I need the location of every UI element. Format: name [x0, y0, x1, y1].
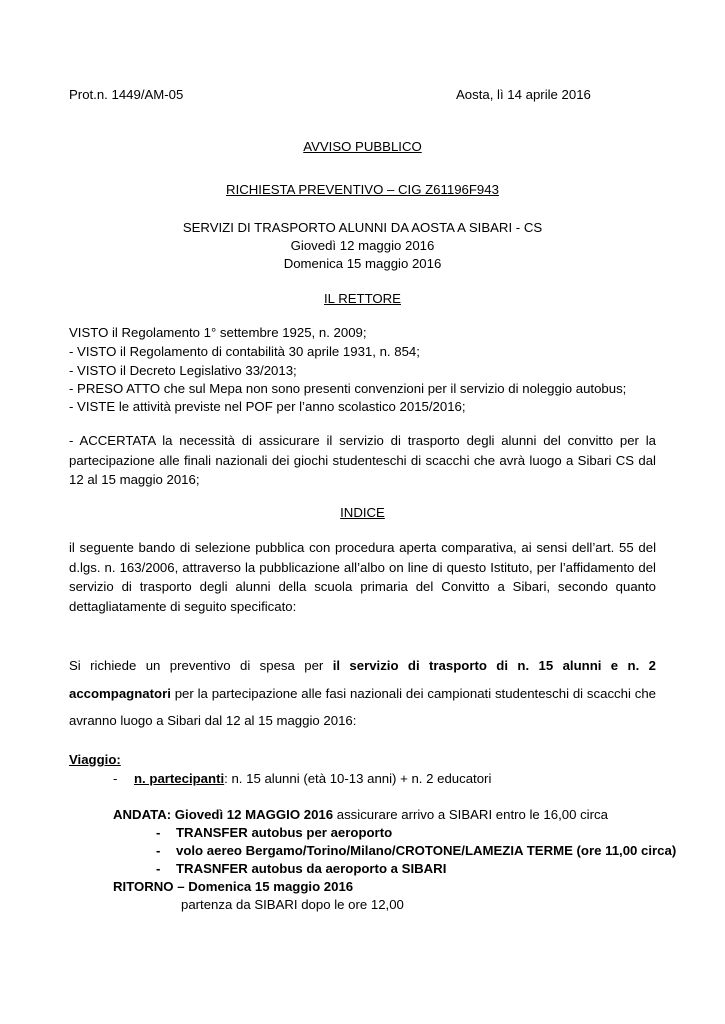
dash-bullet: - [156, 843, 161, 858]
travel-heading: Viaggio: [69, 752, 121, 767]
outbound-step: TRANSFER autobus per aeroporto [176, 825, 393, 840]
participants-line: n. partecipanti: n. 15 alunni (età 10-13 anni) + n. 2 educatori [134, 771, 492, 786]
outbound-line: ANDATA: Giovedì 12 MAGGIO 2016 assicurare arrivo a SIBARI entro le 16,00 circa [113, 807, 608, 822]
date-thursday: Giovedì 12 maggio 2016 [290, 238, 435, 253]
whereas-line: - VISTE le attività previste nel POF per l’anno scolastico 2015/2016; [69, 399, 466, 414]
indice-paragraph: il seguente bando di selezione pubblica con procedura aperta comparativa, ai sensi dell’art. 55 del d.lgs. n. 163/2006, attraverso la pubblicazione all’albo on line di questo Istituto, per l’affidamento del servizio di trasporto degli alunni della scuola primaria del Convitto a Sibari, secondo quanto dettagliatamente di seguito specificato: [69, 540, 656, 614]
protocol-number: Prot.n. 1449/AM-05 [69, 87, 184, 102]
dash-bullet: - [156, 861, 161, 876]
notice-title: AVVISO PUBBLICO [303, 139, 422, 154]
date-sunday: Domenica 15 maggio 2016 [283, 256, 442, 271]
whereas-line: - VISTO il Regolamento di contabilità 30 aprile 1931, n. 854; [69, 344, 420, 359]
request-paragraph: Si richiede un preventivo di spesa per il servizio di trasporto di n. 15 alunni e n. 2 accompagnatori per la partecipazione alle fasi nazionali dei campionati studenteschi di scacchi che avranno luogo a Sibari dal 12 al 15 maggio 2016: [69, 658, 656, 728]
outbound-step: TRASNFER autobus da aeroporto a SIBARI [176, 861, 447, 876]
whereas-line: - VISTO il Decreto Legislativo 33/2013; [69, 363, 297, 378]
accertata-paragraph: - ACCERTATA la necessità di assicurare il servizio di trasporto degli alunni del convitto per la partecipazione alle finali nazionali dei giochi studenteschi di scacchi che avrà luogo a Sibari CS dal 12 al 15 maggio 2016; [69, 433, 656, 487]
whereas-line: VISTO il Regolamento 1° settembre 1925, n. 2009; [69, 325, 367, 340]
return-line: RITORNO – Domenica 15 maggio 2016 [113, 879, 354, 894]
dash-bullet: - [113, 771, 118, 786]
whereas-line: - PRESO ATTO che sul Mepa non sono presenti convenzioni per il servizio di noleggio autobus; [69, 381, 627, 396]
return-note: partenza da SIBARI dopo le ore 12,00 [181, 897, 404, 912]
indice-title: INDICE [340, 505, 385, 520]
request-title: RICHIESTA PREVENTIVO – CIG Z61196F943 [226, 182, 499, 197]
rector-title: IL RETTORE [324, 291, 401, 306]
request-bold-text: il servizio di trasporto di n. 15 alunni e n. 2 accompagnatori [69, 658, 656, 701]
service-title: SERVIZI DI TRASPORTO ALUNNI DA AOSTA A SIBARI - CS [182, 220, 543, 235]
outbound-step: volo aereo Bergamo/Torino/Milano/CROTONE/LAMEZIA TERME (ore 11,00 circa) [176, 843, 677, 858]
dash-bullet: - [156, 825, 161, 840]
place-date: Aosta, lì 14 aprile 2016 [456, 87, 591, 102]
